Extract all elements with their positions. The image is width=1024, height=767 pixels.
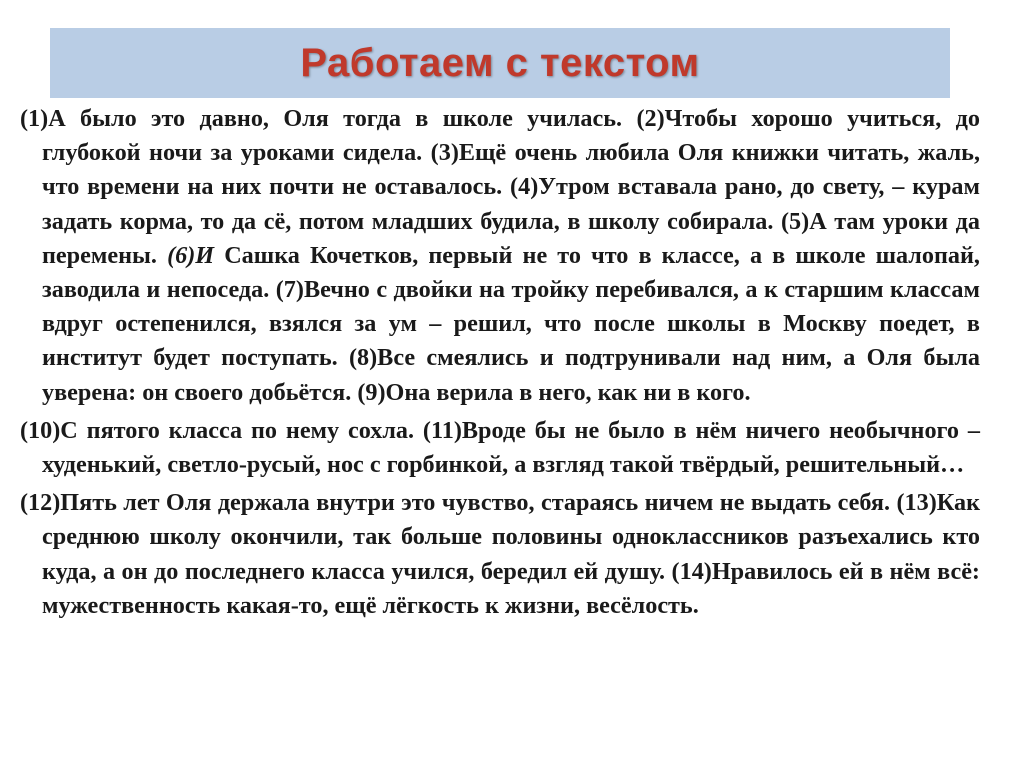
sentence-12: (12)Пять лет Оля держала внутри это чувство, стараясь ничем не выдать себя. [20,489,897,517]
sentence-7: (7)Вечно с двойки на тройку перебивался, а к старшим классам вдруг остепенился, взялся за ум – решил, что после школы в Москву поедет, в институт будет поступать. [42,276,980,372]
sentence-4: (4)Утром вставала рано, до свету, – курам задать корма, то да сё, потом младших будила, в школу собирала. [42,173,980,235]
sentence-5: (5)А там уроки да перемены. [42,207,980,269]
sentence-1: (1)А было это давно, Оля тогда в школе училась. [20,105,637,132]
sentence-6-marker: (6)И [167,241,215,269]
sentence-10: (10)С пятого класса по нему сохла. [20,416,423,444]
paragraph-1 [20,102,980,410]
slide-title: Работаем с текстом [300,40,700,85]
sentence-2: (2)Чтобы хорошо учиться, до глубокой ночи за уроками сидела. [42,105,980,167]
paragraph-2 [20,414,980,482]
sentence-8: (8)Все смеялись и подтрунивали над ним, а Оля была уверена: он своего добьётся. [42,344,981,406]
title-bar [50,28,950,98]
sentence-11: (11)Вроде бы не было в нём ничего необычного – худенький, светло-русый, нос с горбинкой, а взгляд такой твёрдый, решительный… [42,416,980,479]
sentence-3: (3)Ещё очень любила Оля книжки читать, жаль, что времени на них почти не оставалось. [42,139,980,201]
text-content [20,102,980,627]
sentence-6: Сашка Кочетков, первый не то что в классе, а в школе шалопай, заводила и непоседа. [42,241,980,304]
paragraph-3 [20,486,980,623]
sentence-13: (13)Как среднюю школу окончили, так больше половины одноклассников разъехались кто куда, а он до последнего класса учился, бередил ей душу. [42,489,980,585]
sentence-14: (14)Нравилось ей в нём всё: мужественность какая-то, ещё лёгкость к жизни, весёлость. [42,557,980,619]
sentence-9: (9)Она верила в него, как ни в кого. [357,378,751,406]
